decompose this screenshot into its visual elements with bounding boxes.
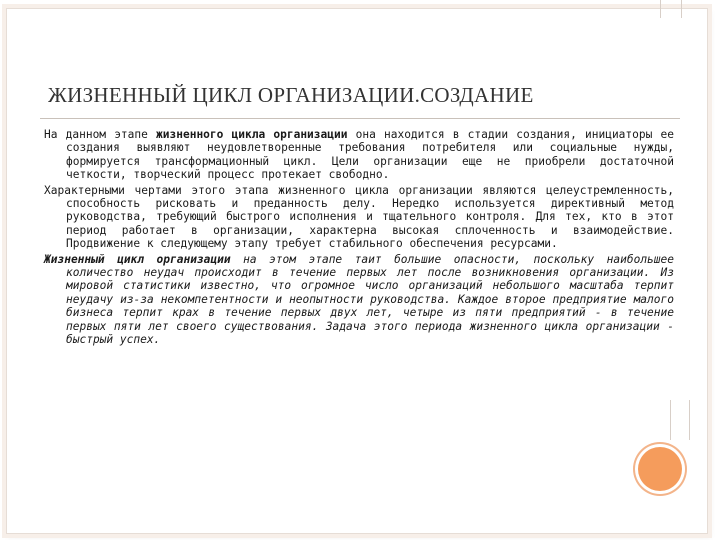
paragraph-3-run-2: на этом этапе таит большие опасности, поскольку наибольшее количество неудач происходит в течение первых лет после возникновения организации. Из мировой статистики известно, что огромное число организаций небольшого масштаба терпит неудачу из-за некомпетентности и неопытности руководства. Каждое второе предприятие малого бизнеса терпит крах в течение первых двух лет, четыре из пяти предприятий - в течение первых пяти лет своего существования. Задача этого периода жизненного цикла организации - быстрый успех. <box>66 252 674 347</box>
paragraph-1-run-1: На данном этапе <box>44 128 157 141</box>
orange-circle-icon <box>638 447 682 491</box>
slide-body <box>44 128 674 349</box>
paragraph-1-run-3: она находится в стадии создания, инициаторы ее создания выявляют неудовлетворенные требования потребителя или социальные нужды, формируется трансформационный цикл. Цели организации еще не приобрели достаточной четкости, творческий процесс протекает свободно. <box>66 128 674 182</box>
paragraph-3 <box>44 253 674 347</box>
top-decor-lines <box>660 0 682 18</box>
paragraph-3-bold-term: Жизненный цикл организации <box>44 252 231 266</box>
paragraph-1 <box>44 128 674 182</box>
paragraph-1-bold-term: жизненного цикла организации <box>156 128 348 141</box>
paragraph-2-run-1: Характерными чертами этого этапа жизненного цикла организации являются целеустремленность, способность рисковать и преданность делу. Нередко используется директивный метод руководства, требующий быстрого исполнения и тщательного контроля. Для тех, кто в этот период работает в организации, характерна высокая сплоченность и взаимодействие. Продвижение к следующему этапу требует стабильного обеспечения ресурсами. <box>44 183 674 251</box>
title-divider <box>40 118 680 119</box>
slide-title: ЖИЗНЕННЫЙ ЦИКЛ ОРГАНИЗАЦИИ.СОЗДАНИЕ <box>48 83 534 107</box>
paragraph-2 <box>44 184 674 251</box>
side-decor-lines <box>670 400 690 440</box>
